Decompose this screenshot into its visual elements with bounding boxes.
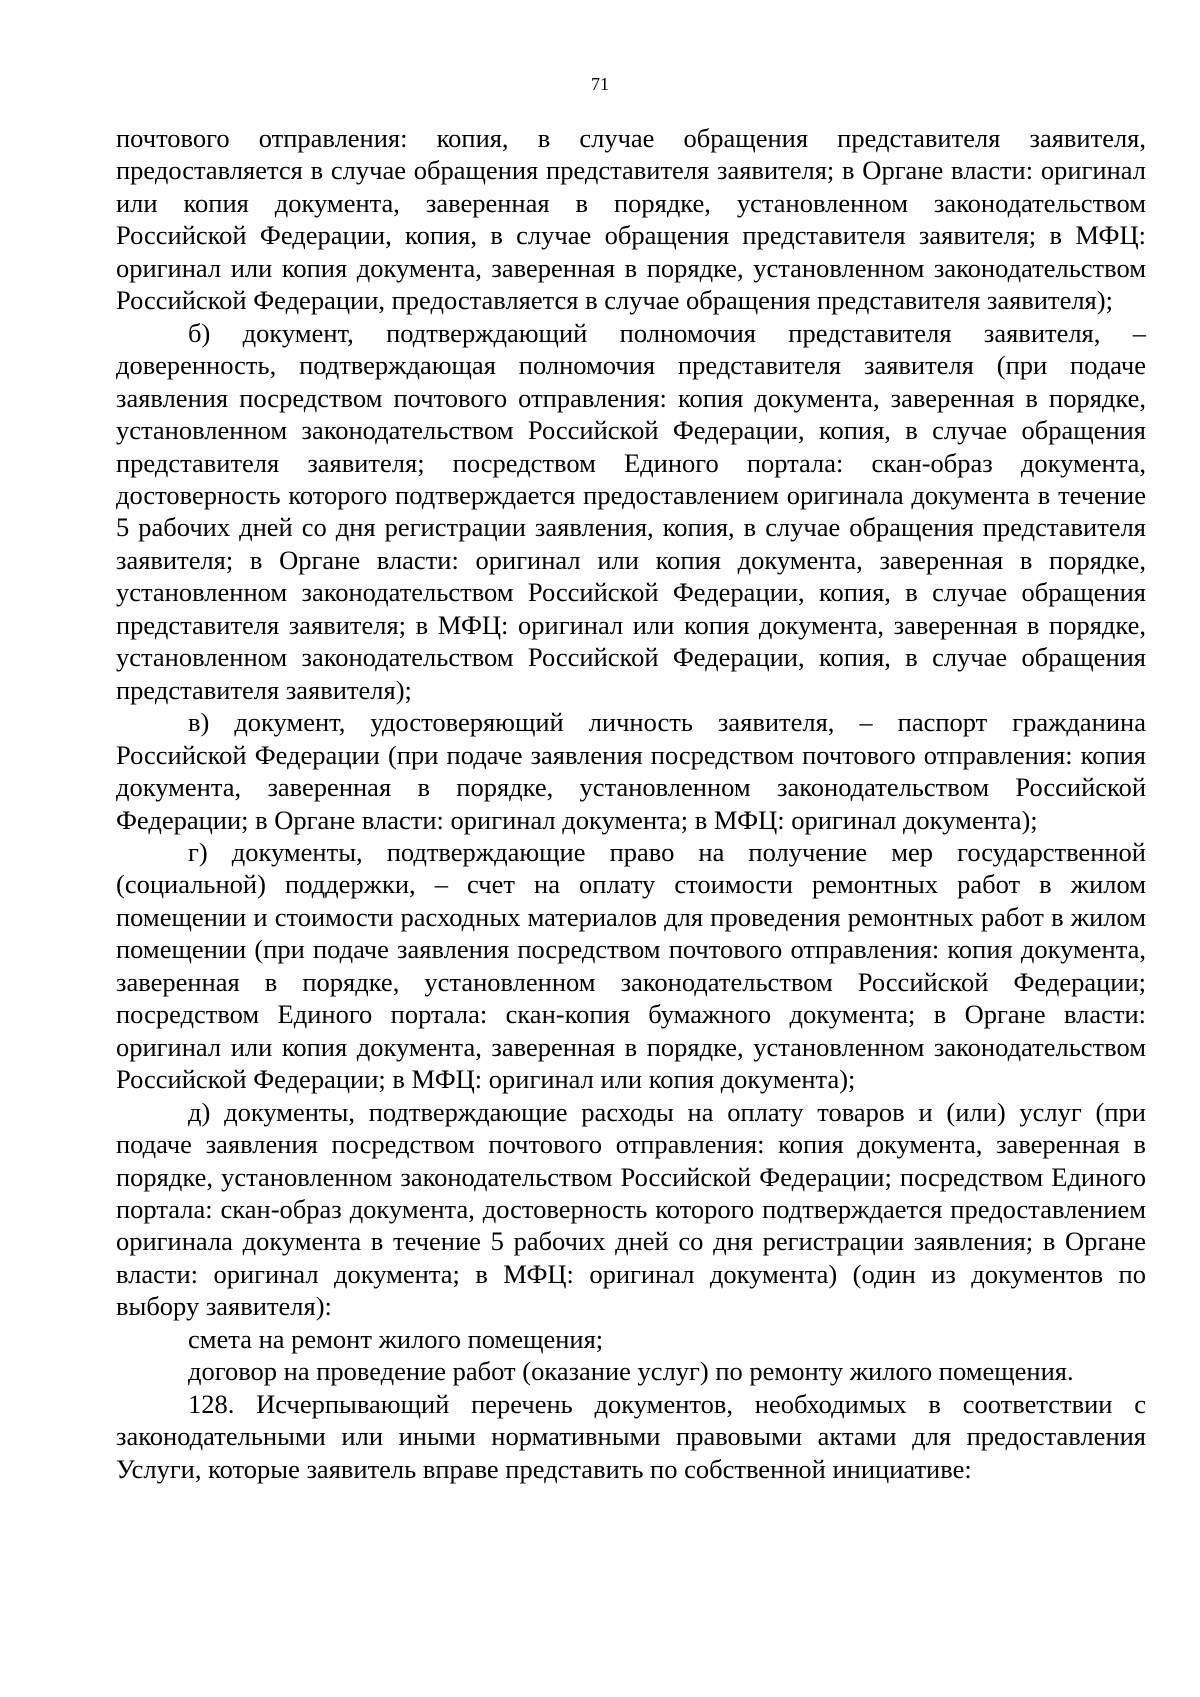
paragraph-continuation: почтового отправления: копия, в случае обращения представителя заявителя, предоставляется в случае обращения представителя заявителя; в Органе власти: оригинал или копия документа, заверенная в порядке, установленном законодательством Российской Федерации, копия, в случае обращения представителя заявителя; в МФЦ: оригинал или копия документа, заверенная в порядке, установленном законодательством Российской Федерации, предоставляется в случае обращения представителя заявителя); (116, 123, 1146, 316)
paragraph-item-v: в) документ, удостоверяющий личность заявителя, – паспорт гражданина Российской Федерации (при подаче заявления посредством почтового отправления: копия документа, заверенная в порядке, установленном законодательством Российской Федерации; в Органе власти: оригинал документа; в МФЦ: оригинал документа); (116, 707, 1146, 835)
paragraph-list-item-contract: договор на проведение работ (оказание услуг) по ремонту жилого помещения. (188, 1356, 1074, 1387)
paragraph-item-d: д) документы, подтверждающие расходы на оплату товаров и (или) услуг (при подаче заявления посредством почтового отправления: копия документа, заверенная в порядке, установленном законодательством Российской Федерации; посредством Единого портала: скан-образ документа, достоверность которого подтверждается предоставлением оригинала документа в течение 5 рабочих дней со дня регистрации заявления; в Органе власти: оригинал документа; в МФЦ: оригинал документа) (один из документов по выбору заявителя): (116, 1096, 1146, 1322)
paragraph-item-b: б) документ, подтверждающий полномочия представителя заявителя, – доверенность, подтверждающая полномочия представителя заявителя (при подаче заявления посредством почтового отправления: копия документа, заверенная в порядке, установленном законодательством Российской Федерации, копия, в случае обращения представителя заявителя; посредством Единого портала: скан-образ документа, достоверность которого подтверждается предоставлением оригинала документа в течение 5 рабочих дней со дня регистрации заявления, копия, в случае обращения представителя заявителя; в Органе власти: оригинал или копия документа, заверенная в порядке, установленном законодательством Российской Федерации, копия, в случае обращения представителя заявителя; в МФЦ: оригинал или копия документа, заверенная в порядке, установленном законодательством Российской Федерации, копия, в случае обращения представителя заявителя); (116, 317, 1146, 705)
document-body (116, 122, 1146, 1485)
paragraph-section-128: 128. Исчерпывающий перечень документов, необходимых в соответствии с законодательными или иными нормативными правовыми актами для предоставления Услуги, которые заявитель вправе представить по собственной инициативе: (116, 1388, 1146, 1484)
paragraph-item-g: г) документы, подтверждающие право на получение мер государственной (социальной) поддержки, – счет на оплату стоимости ремонтных работ в жилом помещении и стоимости расходных материалов для проведения ремонтных работ в жилом помещении (при подаче заявления посредством почтового отправления: копия документа, заверенная в порядке, установленном законодательством Российской Федерации; посредством Единого портала: скан-копия бумажного документа; в Органе власти: оригинал или копия документа, заверенная в порядке, установленном законодательством Российской Федерации; в МФЦ: оригинал или копия документа); (116, 836, 1146, 1095)
paragraph-list-item-estimate: смета на ремонт жилого помещения; (188, 1323, 604, 1354)
page-number: 71 (591, 74, 609, 94)
